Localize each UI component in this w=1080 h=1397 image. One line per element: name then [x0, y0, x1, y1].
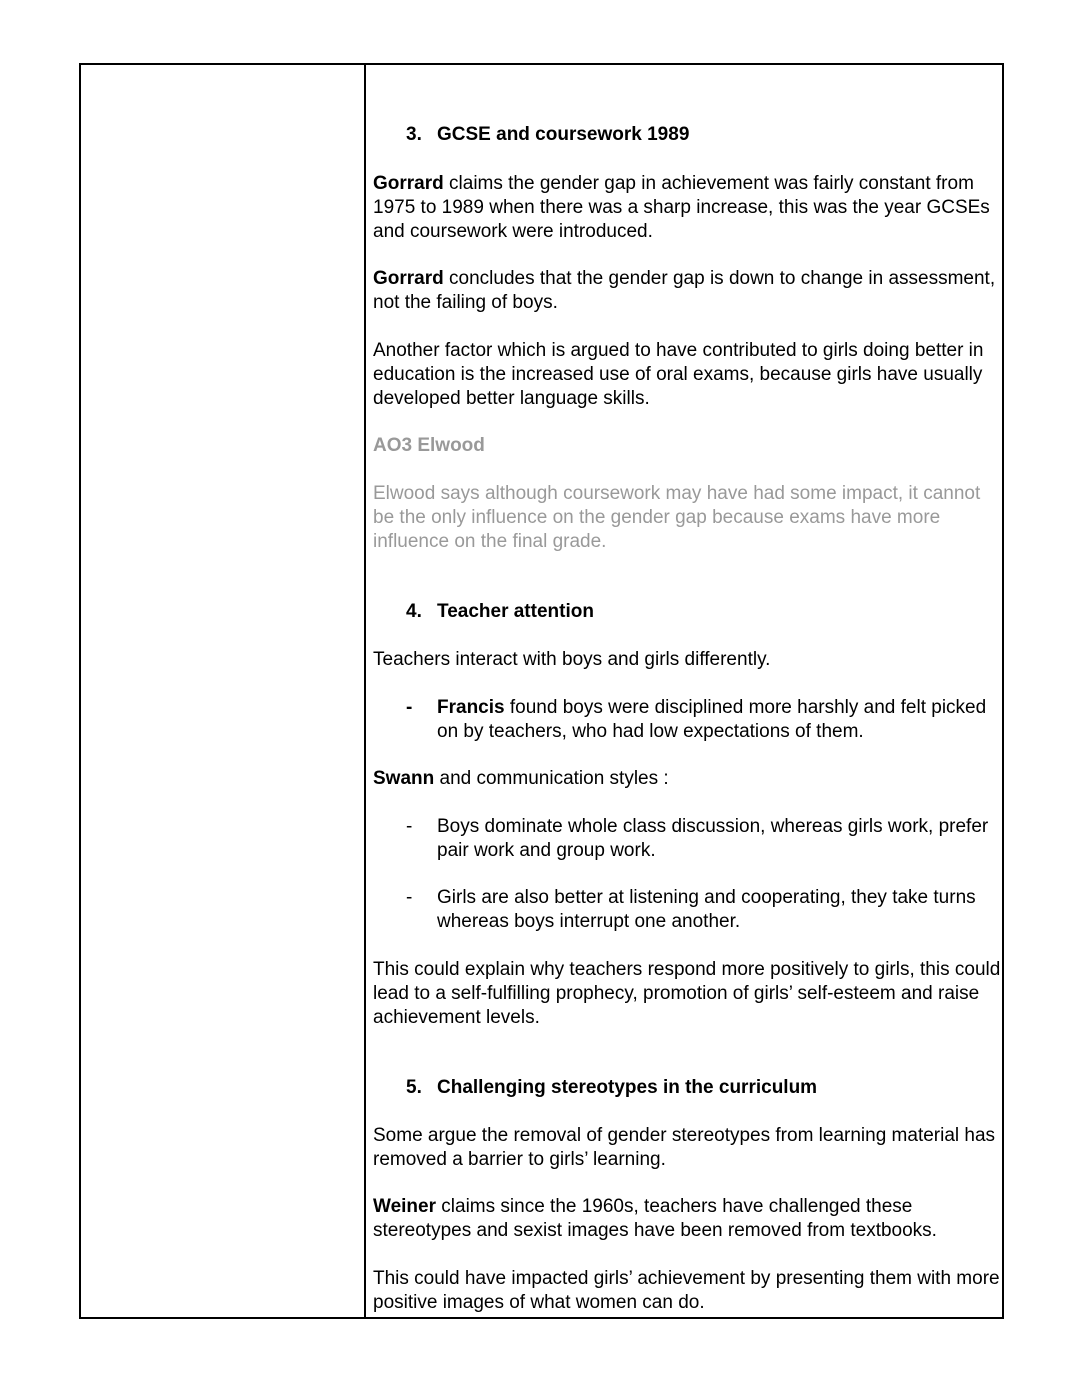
section-3-heading — [373, 123, 1003, 149]
paragraph-text: claims since the 1960s, teachers have challenged these stereotypes and sexist images have been removed from textbooks. — [373, 1196, 937, 1241]
section-title: Challenging stereotypes in the curriculum — [437, 1077, 818, 1098]
paragraph-text: found boys were disciplined more harshly and felt picked on by teachers, who had low expectations of them. — [437, 697, 987, 742]
gorrard-conclusion-paragraph — [373, 267, 1003, 315]
weiner-paragraph — [373, 1195, 1003, 1243]
notes-table — [79, 63, 1004, 1319]
paragraph-text: claims the gender gap in achievement was fairly constant from 1975 to 1989 when there was a sharp increase, this was the year GCSEs and coursework were introduced. — [373, 173, 990, 242]
bullet-item — [373, 815, 1003, 863]
stereotypes-paragraph: Some argue the removal of gender stereotypes from learning material has removed a barrier to girls’ learning. — [373, 1125, 996, 1170]
ao3-heading: AO3 Elwood — [373, 435, 485, 456]
paragraph-text: concludes that the gender gap is down to change in assessment, not the failing of boys. — [373, 268, 996, 313]
bullet-text: Girls are also better at listening and cooperating, they take turns whereas boys interrupt one another. — [437, 887, 976, 932]
teacher-conclusion-paragraph: This could explain why teachers respond more positively to girls, this could lead to a self-fulfilling prophecy, promotion of girls’ self-esteem and raise achievement levels. — [373, 959, 1001, 1028]
section-5-heading — [373, 1076, 1003, 1102]
bullet-text — [437, 696, 1007, 744]
ao3-paragraph: Elwood says although coursework may have had some impact, it cannot be the only influence on the gender gap because exams have more influence on the final grade. — [373, 483, 981, 552]
section-number: 5. — [406, 1077, 422, 1098]
column-divider — [364, 65, 366, 1317]
paragraph-text: and communication styles : — [434, 768, 669, 789]
author-name: Swann — [373, 768, 435, 789]
author-name: Francis — [437, 697, 505, 718]
section-4-heading — [373, 600, 1003, 626]
section-title: Teacher attention — [437, 601, 594, 622]
impact-paragraph: This could have impacted girls’ achievement by presenting them with more positive images of what women can do. — [373, 1268, 1000, 1313]
bullet-item — [373, 886, 1003, 934]
section-number: 3. — [406, 124, 422, 145]
author-name: Gorrard — [373, 268, 444, 289]
author-name: Gorrard — [373, 173, 444, 194]
bullet-marker: - — [406, 697, 413, 718]
swann-paragraph — [373, 767, 1003, 791]
francis-bullet — [373, 696, 1003, 744]
bullet-text: Boys dominate whole class discussion, whereas girls work, prefer pair work and group work. — [437, 816, 989, 861]
section-title: GCSE and coursework 1989 — [437, 124, 690, 145]
author-name: Weiner — [373, 1196, 437, 1217]
gorrard-claim-paragraph — [373, 172, 1003, 244]
teacher-intro-paragraph: Teachers interact with boys and girls differently. — [373, 649, 771, 670]
section-number: 4. — [406, 601, 422, 622]
bullet-marker: - — [406, 887, 413, 908]
oral-exams-paragraph: Another factor which is argued to have contributed to girls doing better in education is the increased use of oral exams, because girls have usually developed better language skills. — [373, 340, 984, 409]
bullet-marker: - — [406, 816, 413, 837]
